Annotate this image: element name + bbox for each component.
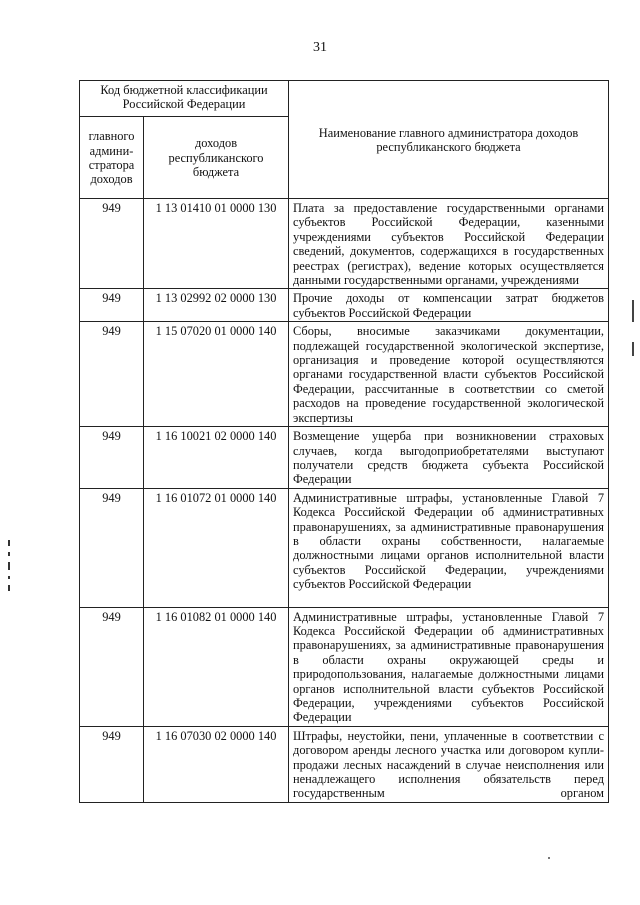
- cell-income-code: 1 16 10021 02 0000 140: [144, 427, 289, 489]
- cell-income-name: Прочие доходы от компенсации затрат бюджетов субъектов Российской Федерации: [289, 289, 609, 322]
- cell-admin-code: 949: [80, 199, 144, 289]
- table-row: [80, 199, 609, 289]
- cell-admin-code: 949: [80, 427, 144, 489]
- scan-edge-marks-right: [632, 300, 634, 376]
- cell-income-code: 1 16 07030 02 0000 140: [144, 726, 289, 802]
- cell-income-name: Плата за предоставление государственными органами субъектов Российской Федерации, казенными учреждениями субъектов Российской Федерации сведений, документов, содержащихся в государственных реестрах (регистрах), ведение которых осуществляется данными государственными органами, учреждениями: [289, 199, 609, 289]
- cell-income-code: 1 13 02992 02 0000 130: [144, 289, 289, 322]
- scan-edge-marks-left: [8, 540, 10, 650]
- header-budget-classification-code: Код бюджетной классификации Российской Федерации: [80, 81, 289, 117]
- cell-admin-code: 949: [80, 726, 144, 802]
- scan-mark: [8, 552, 10, 556]
- table-row: [80, 607, 609, 726]
- header-administrator-name: Наименование главного администратора доходов республиканского бюджета: [289, 81, 609, 199]
- table-row: [80, 322, 609, 427]
- cell-admin-code: 949: [80, 322, 144, 427]
- scan-mark: [8, 585, 10, 591]
- cell-income-name: Возмещение ущерба при возникновении страховых случаев, когда выгодоприобретателями выступают получатели средств бюджета субъекта Российской Федерации: [289, 427, 609, 489]
- scan-mark: [632, 300, 634, 322]
- cell-income-name: Административные штрафы, установленные Главой 7 Кодекса Российской Федерации об административных правонарушениях, за административные правонарушения в области охраны окружающей среды и природопользования, налагаемые должностными лицами органов исполнительной власти субъектов Российской Федерации, учреждениями субъектов Российской Федерации: [289, 607, 609, 726]
- header-republic-budget-income: доходов республиканского бюджета: [144, 117, 289, 199]
- budget-classification-table: [79, 80, 609, 803]
- page-number: 31: [313, 40, 327, 55]
- scan-mark: [8, 562, 10, 570]
- table-row: [80, 726, 609, 802]
- table-row: [80, 289, 609, 322]
- cell-income-name: Административные штрафы, установленные Главой 7 Кодекса Российской Федерации об административных правонарушениях, за административные правонарушения в области охраны собственности, налагаемые должностными лицами органов исполнительной власти субъектов Российской Федерации, учреждениями субъектов Российской Федерации: [289, 488, 609, 607]
- table-row: [80, 427, 609, 489]
- scan-mark: [632, 342, 634, 356]
- header-main-administrator: главного админи-стратора доходов: [80, 117, 144, 199]
- scan-mark: [8, 540, 10, 546]
- cell-income-name: Штрафы, неустойки, пени, уплаченные в соответствии с договором аренды лесного участка или договором купли-продажи лесных насаждений в случае неисполнения или ненадлежащего исполнения обязательств перед государственным органом: [289, 726, 609, 802]
- cell-admin-code: 949: [80, 488, 144, 607]
- scan-speck: [548, 857, 550, 859]
- cell-income-code: 1 15 07020 01 0000 140: [144, 322, 289, 427]
- cell-income-code: 1 16 01082 01 0000 140: [144, 607, 289, 726]
- cell-admin-code: 949: [80, 289, 144, 322]
- cell-income-code: 1 16 01072 01 0000 140: [144, 488, 289, 607]
- scan-mark: [8, 576, 10, 579]
- cell-income-name: Сборы, вносимые заказчиками документации, подлежащей государственной экологической экспертизе, организация и проведение которой осуществляются органами государственной власти субъектов Российской Федерации, рассчитанные в соответствии со сметой расходов на проведение государственной экологической экспертизы: [289, 322, 609, 427]
- cell-admin-code: 949: [80, 607, 144, 726]
- table-header-row: [80, 81, 609, 117]
- table-row: [80, 488, 609, 607]
- cell-income-code: 1 13 01410 01 0000 130: [144, 199, 289, 289]
